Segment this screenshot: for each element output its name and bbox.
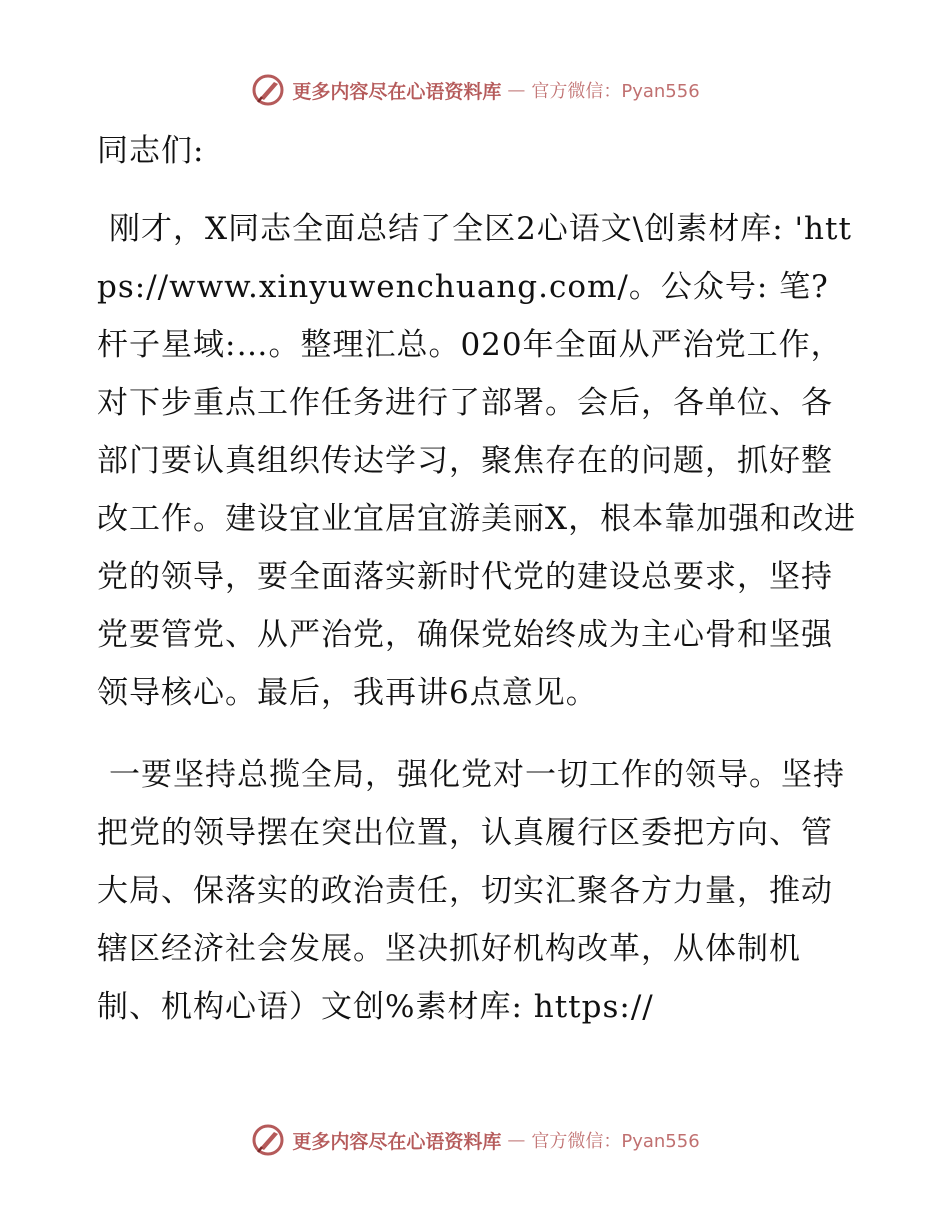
watermark-wechat: 官方微信：Pyan556 bbox=[531, 1131, 700, 1152]
watermark-wechat: 官方微信：Pyan556 bbox=[531, 81, 700, 102]
watermark-brand: 更多内容尽在心语资料库 bbox=[292, 80, 502, 103]
footer-watermark bbox=[0, 1120, 950, 1160]
quill-pen-logo-icon bbox=[250, 1122, 286, 1158]
quill-pen-logo-icon bbox=[250, 72, 286, 108]
document-body bbox=[97, 122, 857, 1060]
header-watermark bbox=[0, 70, 950, 110]
watermark-separator: — bbox=[507, 79, 526, 101]
paragraph: 刚才，X同志全面总结了全区2心语文\创素材库: 'https://www.xinyuwenchuang.com/。公众号: 笔?杆子星域:…。整理汇总。020年全面从严治党工作，对下步重点工作任务进行了部署。会后，各单位、各部门要认真组织传达学习，聚焦存在的问题，抓好整改工作。建设宜业宜居宜游美丽X，根本靠加强和改进党的领导，要全面落实新时代党的建设总要求，坚持党要管党、从严治党，确保党始终成为主心骨和坚强领导核心。最后，我再讲6点意见。 bbox=[97, 211, 857, 711]
greeting: 同志们: bbox=[97, 133, 205, 169]
watermark-brand: 更多内容尽在心语资料库 bbox=[292, 1130, 502, 1153]
paragraph: 一要坚持总揽全局，强化党对一切工作的领导。坚持把党的领导摆在突出位置，认真履行区委把方向、管大局、保落实的政治责任，切实汇聚各方力量，推动辖区经济社会发展。坚决抓好机构改革，从体制机制、机构心语）文创%素材库: https:// bbox=[97, 757, 845, 1025]
watermark-separator: — bbox=[507, 1129, 526, 1151]
